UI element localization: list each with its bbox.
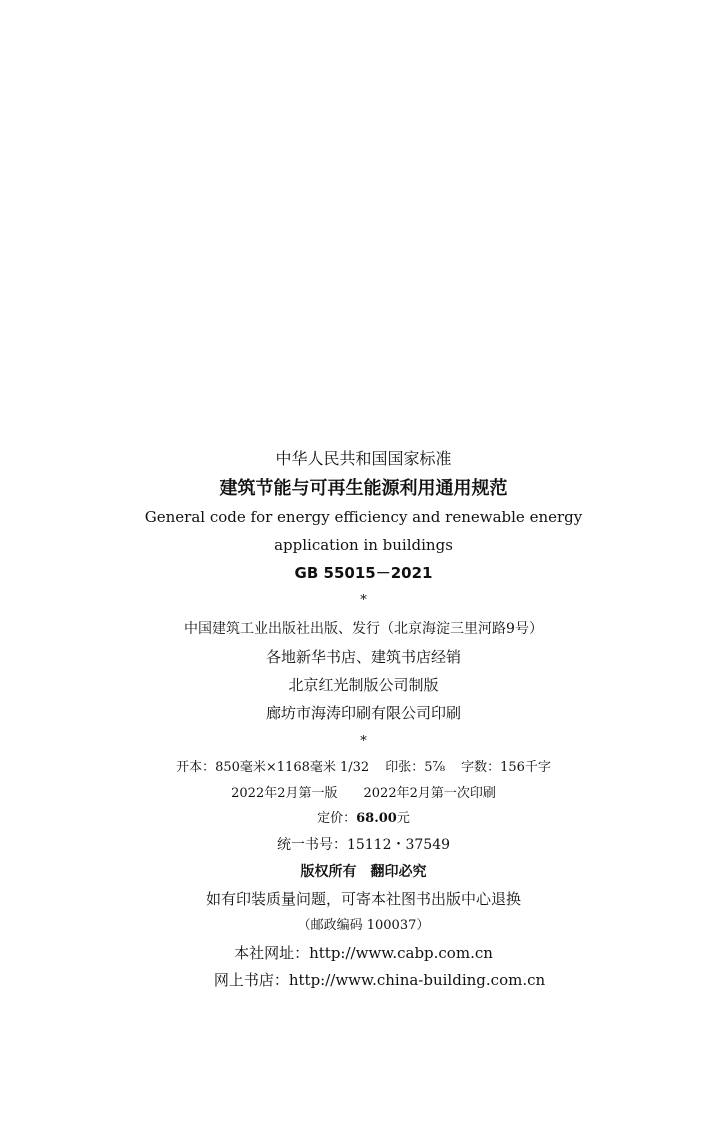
- standard-code: GB 55015－2021: [294, 564, 433, 582]
- printer: 廊坊市海涛印刷有限公司印刷: [265, 704, 461, 722]
- price-unit: 元: [396, 811, 410, 826]
- copyright-notice: 版权所有 翻印必究: [300, 864, 427, 880]
- book-number-label: 统一书号：: [276, 837, 347, 853]
- distributor: 各地新华书店、建筑书店经销: [265, 648, 461, 666]
- separator-star: *: [360, 593, 367, 608]
- standard-type: 中华人民共和国国家标准: [275, 449, 452, 468]
- website-url: http://www.cabp.com.cn: [309, 944, 493, 962]
- website-label: 本社网址：: [234, 944, 310, 962]
- printing: 2022年2月第一次印刷: [363, 786, 496, 801]
- edition-info: [0, 787, 727, 800]
- words-label: 字数：: [461, 760, 501, 775]
- return-note: 如有印装质量问题，可寄本社图书出版中心退换: [205, 890, 521, 908]
- website: [0, 946, 727, 961]
- title-english-line-1: General code for energy efficiency and renewable energy: [144, 508, 583, 526]
- price-label: 定价：: [317, 811, 357, 826]
- book-number-value: 15112・37549: [346, 837, 451, 853]
- price-value: 68.00: [356, 811, 397, 826]
- postcode: （邮政编码 100037）: [297, 918, 430, 933]
- sheets-value: 5⅞: [424, 760, 446, 775]
- online-store-url: http://www.china-building.com.cn: [288, 971, 546, 989]
- title-english-line-2: application in buildings: [274, 536, 453, 554]
- sheets-label: 印张：: [385, 760, 425, 775]
- publisher: 中国建筑工业出版社出版、发行（北京海淀三里河路9号）: [184, 621, 543, 637]
- online-store-label: 网上书店：: [213, 971, 289, 989]
- book-number: [0, 838, 727, 852]
- online-store: [0, 973, 727, 988]
- format-label: 开本：: [176, 760, 216, 775]
- format-value: 850毫米×1168毫米 1/32: [215, 760, 370, 775]
- title-chinese: 建筑节能与可再生能源利用通用规范: [219, 478, 508, 499]
- separator-star-2: *: [360, 734, 367, 749]
- typesetter: 北京红光制版公司制版: [288, 676, 439, 694]
- price: [0, 812, 727, 825]
- words-value: 156千字: [500, 760, 551, 775]
- edition: 2022年2月第一版: [231, 786, 338, 801]
- format-specs: [0, 761, 727, 774]
